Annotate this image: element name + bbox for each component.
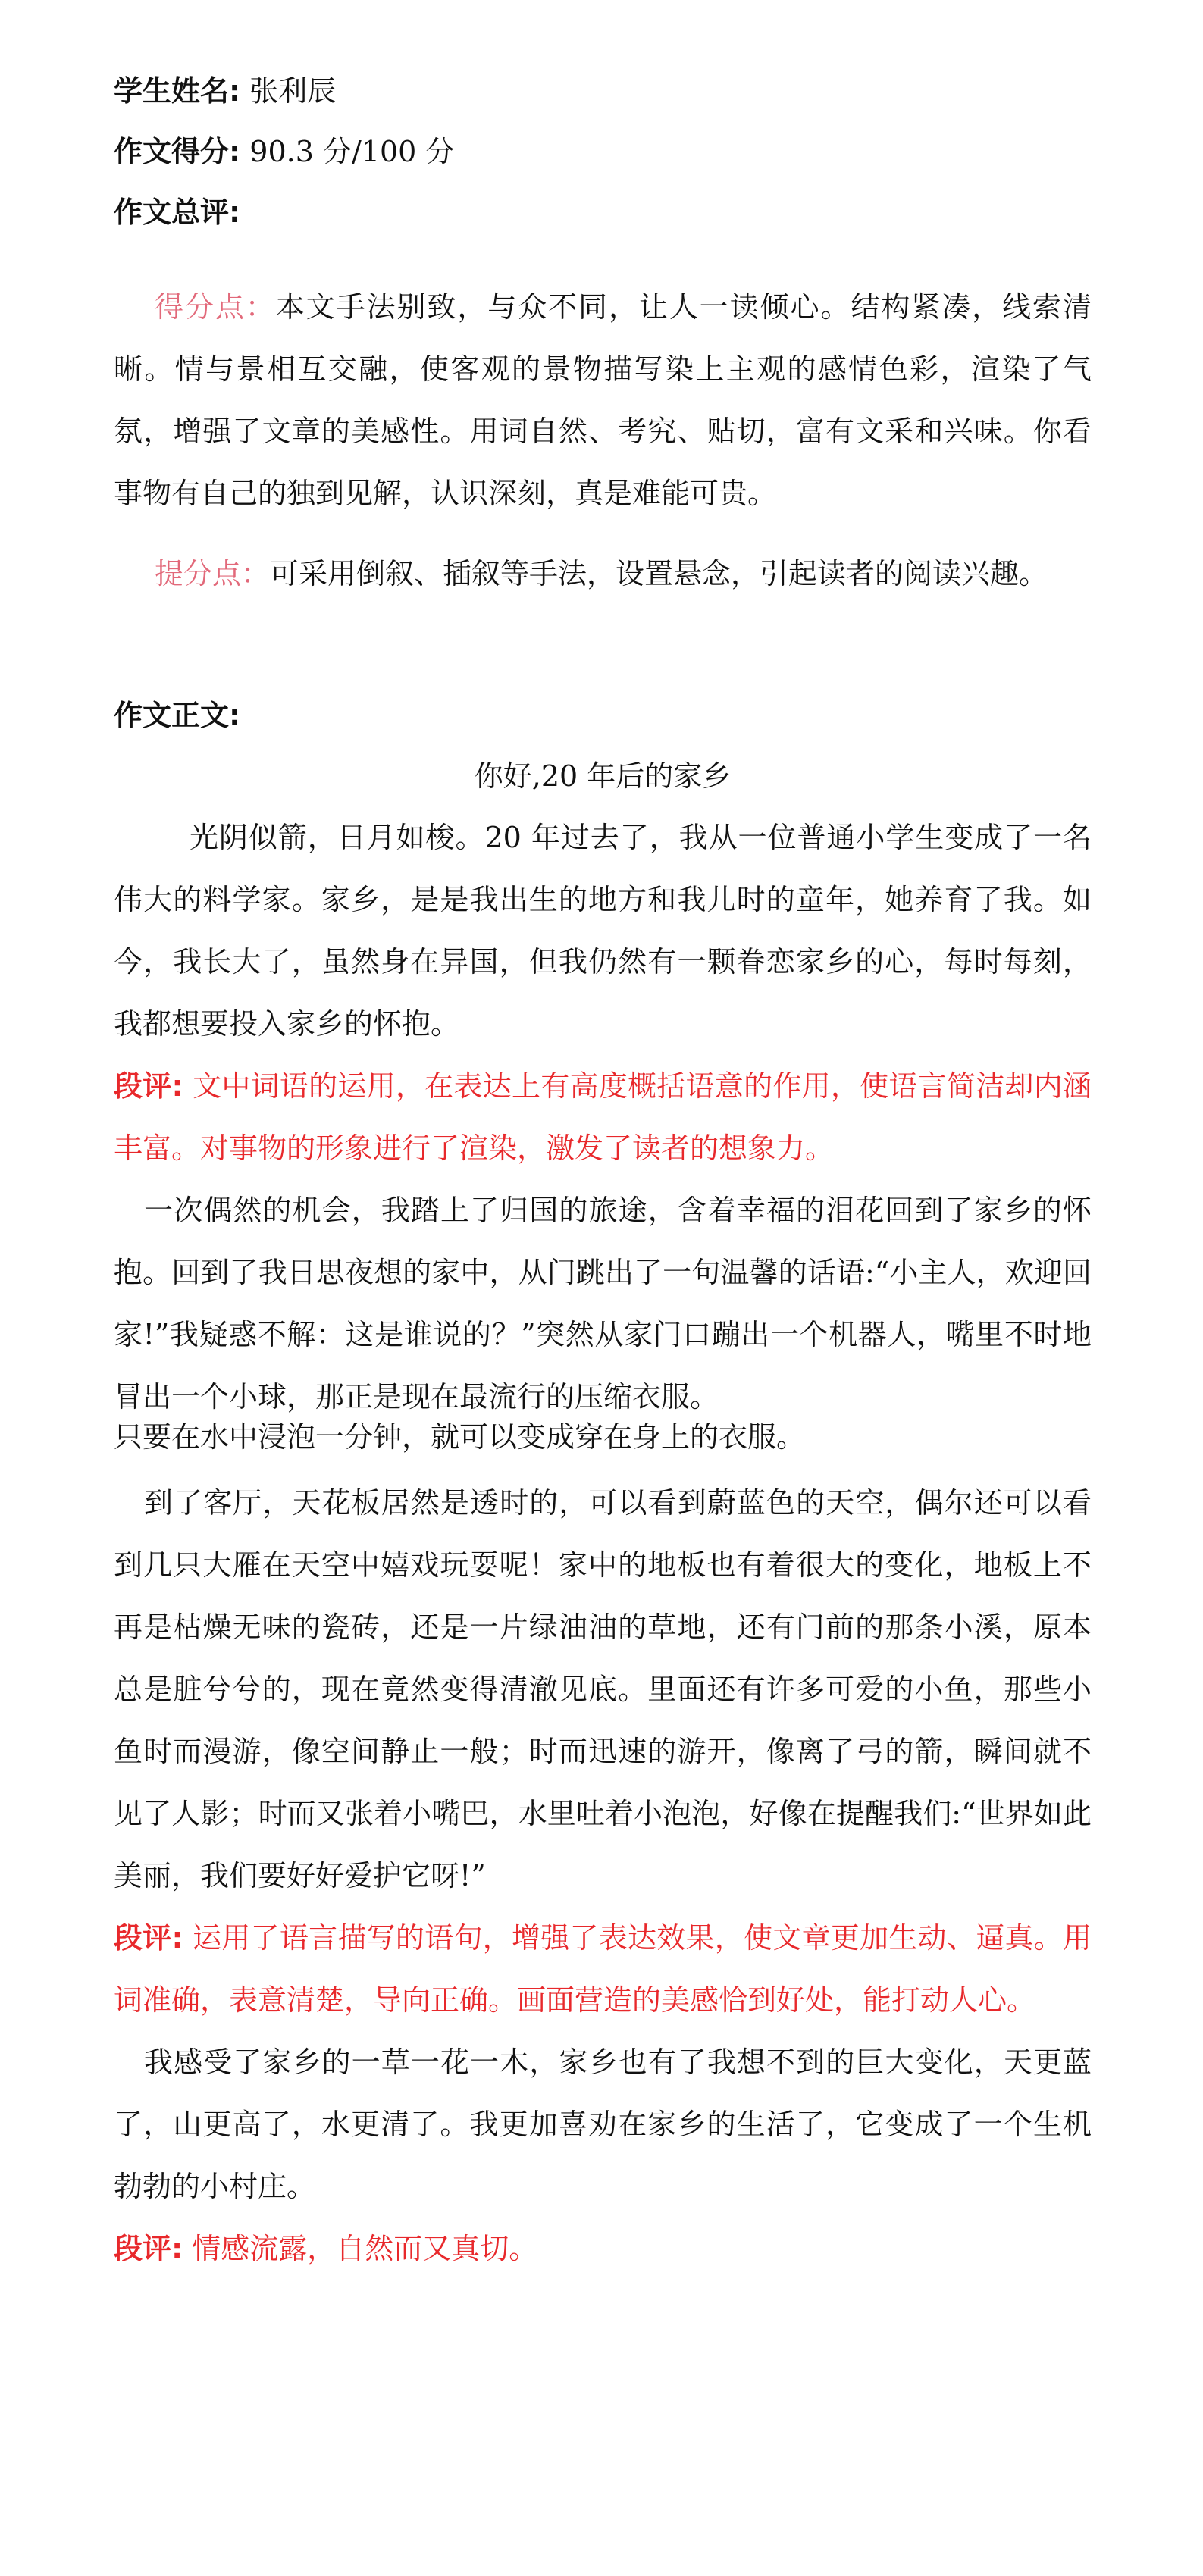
paragraph-comment-1 — [114, 1055, 1092, 1179]
paragraph-comment-text: 文中词语的运用，在表达上有高度概括语意的作用，使语言简洁却内涵丰富。对事物的形象进行了渲染，激发了读者的想象力。 — [114, 1069, 1092, 1165]
strengths-review — [114, 276, 1092, 524]
essay-score-label: 作文得分: — [114, 135, 241, 168]
essay-title: 你好,20 年后的家乡 — [474, 759, 732, 793]
paragraph-comment-label: 段评: — [114, 1921, 183, 1955]
essay-paragraph-2-tail: 只要在水中浸泡一分钟，就可以变成穿在身上的衣服。 — [114, 1420, 806, 1454]
essay-score-value: 90.3 分/100 分 — [249, 135, 455, 168]
student-name-label: 学生姓名: — [114, 74, 241, 108]
student-name-value: 张利辰 — [249, 74, 337, 108]
essay-paragraph-4: 我感受了家乡的一草一花一木，家乡也有了我想不到的巨大变化，天更蓝了，山更高了，水更清了。我更加喜劝在家乡的生活了，它变成了一个生机勃勃的小村庄。 — [114, 2045, 1092, 2203]
paragraph-comment-text: 情感流露，自然而又真切。 — [192, 2232, 538, 2265]
paragraph-comment-label: 段评: — [114, 2232, 183, 2265]
paragraph-comment-2 — [114, 1907, 1092, 2031]
essay-paragraph-2: 一次偶然的机会，我踏上了归国的旅途，含着幸福的泪花回到了家乡的怀抱。回到了我日思夜想的家中，从门跳出了一句温馨的话语:“小主人，欢迎回家!”我疑惑不解：这是谁说的？”突然从家门口蹦出一个机器人，嘴里不时地冒出一个小球，那正是现在最流行的压缩衣服。 — [114, 1194, 1092, 1413]
paragraph-comment-label: 段评: — [114, 1069, 183, 1103]
essay-report — [114, 61, 1092, 2280]
paragraph-comment-text: 运用了语言描写的语句，增强了表达效果，使文章更加生动、逼真。用词准确，表意清楚，导向正确。画面营造的美感恰到好处，能打动人心。 — [114, 1921, 1092, 2017]
strengths-text: 本文手法别致，与众不同，让人一读倾心。结构紧凑，线索清晰。情与景相互交融，使客观的景物描写染上主观的感情色彩，渲染了气氛，增强了文章的美感性。用词自然、考究、贴切，富有文采和兴味。你看事物有自己的独到见解，认识深刻，真是难能可贵。 — [114, 290, 1092, 510]
overall-review-label: 作文总评: — [114, 196, 241, 229]
essay-paragraph-1: 光阴似箭，日月如梭。20 年过去了，我从一位普通小学生变成了一名伟大的料学家。家乡，是是我出生的地方和我儿时的童年，她养育了我。如今，我长大了，虽然身在异国，但我仍然有一颗眷恋家乡的心，每时每刻，我都想要投入家乡的怀抱。 — [114, 821, 1092, 1041]
improvement-text: 可采用倒叙、插叙等手法，设置悬念，引起读者的阅读兴趣。 — [270, 557, 1048, 590]
essay-body-heading: 作文正文: — [114, 699, 241, 732]
improvement-review — [114, 543, 1092, 605]
student-name-row — [114, 61, 1092, 121]
strengths-label: 得分点： — [155, 290, 276, 324]
essay-paragraph-3: 到了客厅，天花板居然是透时的，可以看到蔚蓝色的天空，偶尔还可以看到几只大雁在天空中嬉戏玩耍呢！家中的地板也有着很大的变化，地板上不再是枯燥无味的瓷砖，还是一片绿油油的草地，还有门前的那条小溪，原本总是脏兮兮的，现在竟然变得清澈见底。里面还有许多可爱的小鱼，那些小鱼时而漫游，像空间静止一般；时而迅速的游开，像离了弓的箭，瞬间就不见了人影；时而又张着小嘴巴，水里吐着小泡泡，好像在提醒我们:“世界如此美丽，我们要好好爱护它呀!” — [114, 1486, 1092, 1892]
overall-review-row — [114, 182, 1092, 243]
essay-score-row — [114, 121, 1092, 182]
paragraph-comment-3 — [114, 2218, 1092, 2280]
improvement-label: 提分点： — [155, 557, 271, 590]
